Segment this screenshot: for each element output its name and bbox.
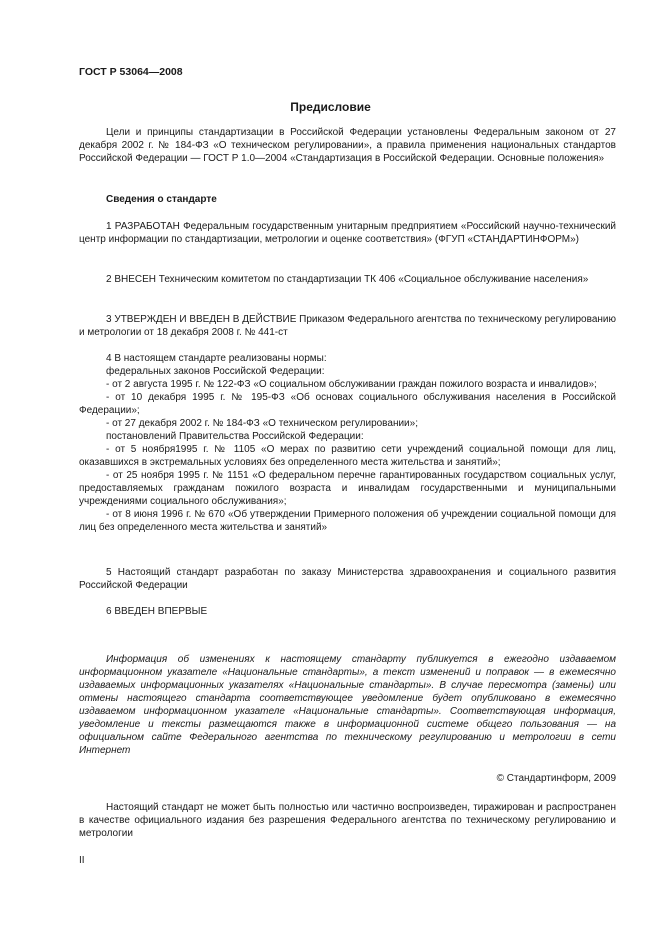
government-decrees-heading: постановлений Правительства Российской Федерации: [106, 431, 364, 442]
federal-law-item: - от 27 декабря 2002 г. № 184-ФЗ «О техническом регулировании»; [106, 418, 418, 429]
item-2-paragraph: 2 ВНЕСЕН Техническим комитетом по стандартизации ТК 406 «Социальное обслуживание населения» [106, 274, 589, 285]
section-subtitle: Сведения о стандарте [106, 194, 217, 205]
item-3-paragraph: 3 УТВЕРЖДЕН И ВВЕДЕН В ДЕЙСТВИЕ Приказом Федерального агентства по техническому регулированию и метрологии от 18 декабря 2008 г. № 441-ст [79, 314, 616, 338]
government-decree-item: - от 8 июня 1996 г. № 670 «Об утверждении Примерного положения об учреждении социальной помощи для лиц без определенного места жительства и занятий» [79, 509, 616, 533]
standard-code: ГОСТ Р 53064—2008 [79, 66, 183, 78]
changes-info-notice: Информация об изменениях к настоящему стандарту публикуется в ежегодно издаваемом информационном указателе «Национальные стандарты», а текст изменений и поправок — в ежемесячно издаваемых информационных указателях «Национальные стандарты». В случае пересмотра (замены) или отмены настоящего стандарта соответствующее уведомление будет опубликовано в ежемесячно издаваемом информационном указателе «Национальные стандарты». Соответствующая информация, уведомление и тексты размещаются также в информационной системе общего пользования — на официальном сайте Федерального агентства по техническому регулированию и метрологии в сети Интернет [79, 654, 616, 756]
reproduction-notice: Настоящий стандарт не может быть полностью или частично воспроизведен, тиражирован и распространен в качестве официального издания без разрешения Федерального агентства по техническому регулированию и метрологии [79, 802, 616, 839]
intro-paragraph: Цели и принципы стандартизации в Российской Федерации установлены Федеральным законом от 27 декабря 2002 г. № 184-ФЗ «О техническом регулировании», а правила применения национальных стандартов Российской Федерации — ГОСТ Р 1.0—2004 «Стандартизация в Российской Федерации. Основные положения» [79, 127, 616, 164]
government-decree-item: - от 5 ноября1995 г. № 1105 «О мерах по развитию сети учреждений социальной помощи для лиц, оказавшихся в экстремальных условиях без определенного места жительства и занятий»; [79, 444, 616, 468]
item-4-head: 4 В настоящем стандарте реализованы нормы: [106, 353, 327, 364]
federal-law-item: - от 10 декабря 1995 г. № 195-ФЗ «Об основах социального обслуживания населения в Российской Федерации»; [79, 392, 616, 416]
item-1-paragraph: 1 РАЗРАБОТАН Федеральным государственным унитарным предприятием «Российский научно-технический центр информации по стандартизации, метрологии и оценке соответствия» (ФГУП «СТАНДАРТИНФОРМ») [79, 221, 616, 245]
government-decree-item: - от 25 ноября 1995 г. № 1151 «О федеральном перечне гарантированных государством социальных услуг, предоставляемых гражданам пожилого возраста и инвалидам государственными и муниципальными учреждениями социального обслуживания»; [79, 470, 616, 507]
page-title: Предисловие [290, 100, 371, 114]
item-5-paragraph: 5 Настоящий стандарт разработан по заказу Министерства здравоохранения и социального развития Российской Федерации [79, 567, 616, 591]
page-number: II [79, 855, 85, 866]
item-4-block [79, 352, 616, 534]
federal-laws-heading: федеральных законов Российской Федерации: [106, 366, 325, 377]
copyright: © Стандартинформ, 2009 [496, 773, 616, 784]
item-6-paragraph: 6 ВВЕДЕН ВПЕРВЫЕ [106, 606, 208, 617]
federal-law-item: - от 2 августа 1995 г. № 122-ФЗ «О социальном обслуживании граждан пожилого возраста и инвалидов»; [106, 379, 597, 390]
